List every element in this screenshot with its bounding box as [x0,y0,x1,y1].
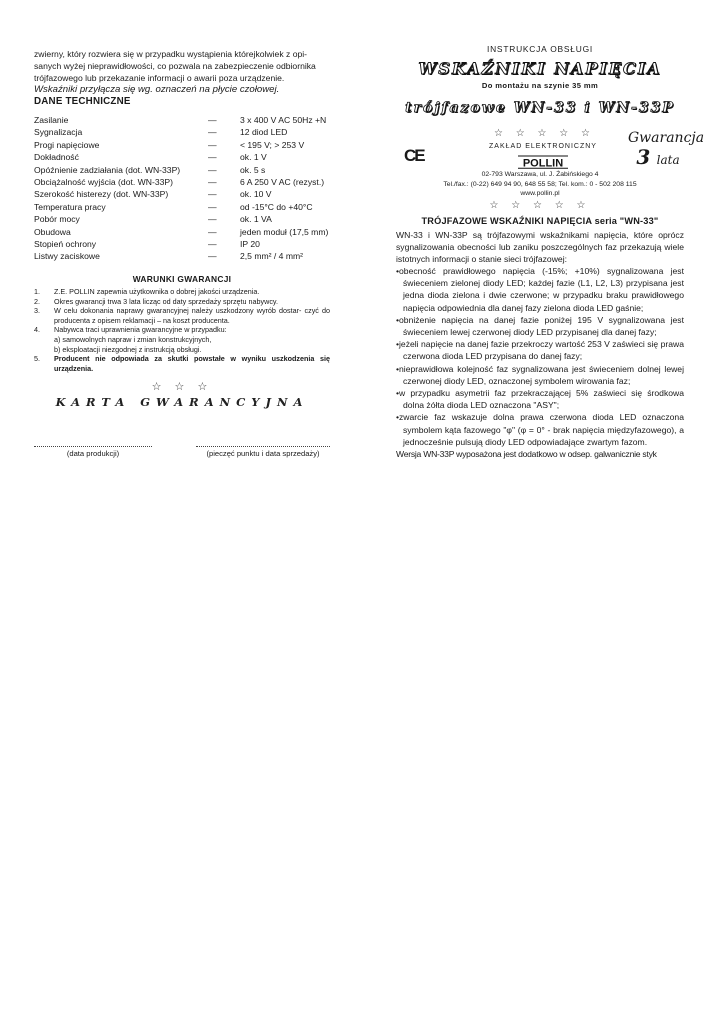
spec-dash: — [208,239,217,250]
warranty-section [34,274,330,409]
spec-row [34,201,330,213]
warranty-list [34,287,330,373]
spec-row [34,139,330,151]
spec-row [34,114,330,126]
feature-bullet: •w przypadku asymetrii faz przekraczającej 5% zaświeci się środkowa dolna żółta dioda LED oznaczona "ASY"; [396,388,684,411]
guarantee-duration [628,146,688,171]
dotted-line [196,446,330,447]
warranty-item [34,345,330,355]
description [396,229,684,460]
warranty-item-number [34,345,54,355]
guarantee-years: 3 [636,145,651,169]
spec-dash: — [208,139,217,150]
logo-text: POLLIN [522,157,564,169]
warranty-item-number: 1. [34,287,40,296]
company-address [396,170,684,199]
version-note: Wersja WN-33P wyposażona jest dodatkowo w odsep. galwanicznie styk [396,449,657,460]
spec-row [34,250,330,262]
warranty-item-text: Okres gwarancji trwa 3 lata licząc od daty sprzedaży sprzętu nabywcy. [54,296,278,306]
feature-bullet: •nieprawidłowa kolejność faz sygnalizowana jest świeceniem dolnej lewej czerwonej diody LED, oznaczonej symbolem wirowania faz; [396,363,684,386]
section-title: TRÓJFAZOWE WSKAŹNIKI NAPIĘCIA seria "WN-33" [421,216,659,226]
spec-value: od -15°C do +40°C [240,201,313,212]
spec-value: ok. 10 V [240,189,272,200]
spec-label: Obudowa [34,226,71,237]
spec-label: Progi napięciowe [34,139,100,150]
page-title: WSKAŹNIKI NAPIĘCIA [418,59,662,78]
warranty-item-number [34,335,54,345]
connection-note: Wskaźniki przyłącza się wg. oznaczeń na płycie czołowej. [34,84,280,95]
spec-value: ok. 1 V [240,152,267,163]
spec-label: Listwy zaciskowe [34,251,100,262]
warranty-item [34,335,330,345]
spec-value: 12 diod LED [240,127,288,138]
spec-row [34,213,330,225]
spec-label: Stopień ochrony [34,239,97,250]
spec-label: Sygnalizacja [34,127,83,138]
warranty-title: WARUNKI GWARANCJI [132,274,232,284]
warranty-item-text: Producent nie odpowiada za skutki powstałe w wyniku uszkodzenia się urządzenia. [54,354,330,373]
guarantee-unit: lata [656,153,680,167]
dotted-line [34,446,152,447]
spec-dash: — [208,152,217,163]
spec-dash: — [208,226,217,237]
warranty-item-text: W celu dokonania naprawy gwarancyjnej należy uszkodzony wyrób dostar- czyć do producenta z opisem reklamacji – na koszt producenta. [54,306,330,325]
spec-row [34,164,330,176]
spec-value: < 195 V; > 253 V [240,139,305,150]
warranty-card-title: KARTA GWARANCYJNA [55,395,309,410]
spec-value: 3 x 400 V AC 50Hz +N [240,115,327,125]
guarantee-word: Gwarancja [628,130,705,146]
spec-value: 2,5 mm² / 4 mm² [240,251,304,262]
address-line: 02-793 Warszawa, ul. J. Żabińskiego 4 [481,171,599,178]
stars-decoration: ☆ ☆ ☆ ☆ ☆ [494,128,595,139]
spec-table [34,114,330,263]
warranty-item-text: Z.E. POLLIN zapewnia użytkownika o dobrej jakości urządzenia. [54,287,260,296]
stars-decoration: ☆ ☆ ☆ [151,381,213,394]
warranty-item [34,306,330,325]
ce-mark: CE [404,146,424,165]
feature-bullet: •zwarcie faz wskazuje dolna prawa czerwona dioda LED oznaczona symbolem kąta fazowego "φ" (φ = 0° - brak napięcia międzyfazowego), a jednocześnie pulsują diody LED odpowiadające zwartym fazom. [396,412,684,447]
spec-row [34,238,330,250]
spec-value: IP 20 [240,239,260,250]
intro-text [34,48,330,108]
mount-note: Do montażu na szynie 35 mm [481,81,599,90]
intro-line: sanych wyżej nieprawidłowości, co pozwala na zabezpieczenie odbiornika [34,61,316,71]
warranty-item-text: a) samowolnych napraw i zmian konstrukcyjnych, [54,334,212,344]
spec-value: ok. 1 VA [240,214,272,225]
spec-label: Pobór mocy [34,214,80,225]
feature-bullet: •jeżeli napięcie na danej fazie przekroczy wartość 253 V zaświeci się prawa czerwona dioda LED przypisana do danej fazy; [396,339,684,362]
spec-dash: — [208,164,217,175]
spec-row [34,126,330,138]
feature-bullet: •obniżenie napięcia na danej fazie poniżej 195 V sygnalizowana jest świeceniem lewej czerwonej diody LED przypisanej dla danej fazy; [396,314,684,338]
spec-label: Zasilanie [34,115,69,125]
tech-data-title: DANE TECHNICZNE [34,96,131,107]
instruction-label: INSTRUKCJA OBSŁUGI [486,44,594,54]
warranty-item [34,325,330,335]
guarantee-badge [628,130,705,171]
feature-bullet: •obecność prawidłowego napięcia (-15%; +10%) sygnalizowana jest świeceniem zielonej diody LED; każdej fazie (L1, L2, L3) przypisana jest jedna dioda zielona i dwie czerwone; w przypadku braku prawidłowego napięcia odpowiednia dla danej fazy zielona dioda LED gaśnie; [396,266,684,313]
spec-label: Opóźnienie zadziałania (dot. WN-33P) [34,164,181,175]
spec-label: Szerokość histerezy (dot. WN-33P) [34,189,169,200]
spec-value: jeden moduł (17,5 mm) [240,226,329,237]
pollin-logo [516,153,570,169]
spec-dash: — [208,127,217,138]
feature-list [396,265,684,448]
seller-stamp-label: (pieczęć punktu i data sprzedaży) [206,449,320,458]
spec-dash: — [208,251,217,262]
spec-value: ok. 5 s [240,164,266,175]
spec-label: Temperatura pracy [34,201,106,212]
company-name: ZAKŁAD ELEKTRONICZNY [489,143,597,150]
header [396,44,684,116]
spec-label: Obciążalność wyjścia (dot. WN-33P) [34,177,173,188]
spec-dash: — [208,189,217,200]
production-date-label: (data produkcji) [66,449,120,458]
warranty-item-text: b) eksploatacji niezgodnej z instrukcją obsługi. [54,344,202,354]
spec-row [34,226,330,238]
spec-dash: — [208,177,217,188]
intro-paragraph: WN-33 i WN-33P są trójfazowymi wskaźnikami napięcia, które oprócz sygnalizowania obecności lub zaniku poszczególnych faz przekazują wiele istotnych informacji o stanie sieci trójfazowej: [396,230,684,264]
spec-row [34,151,330,163]
page-subtitle: trójfazowe WN-33 i WN-33P [405,100,675,116]
spec-dash: — [208,115,217,125]
stars-decoration: ☆ ☆ ☆ ☆ ☆ [489,200,591,211]
warranty-item-number: 5. [34,354,40,364]
warranty-item [34,287,330,297]
spec-dash: — [208,201,217,212]
spec-row [34,176,330,188]
warranty-item [34,354,330,373]
production-date-field [34,446,152,458]
intro-line: trójfazowego lub przekazanie informacji o awarii poza urządzenie. [34,73,285,83]
warranty-item-number: 3. [34,306,40,316]
warranty-item-text: Nabywca traci uprawnienia gwarancyjne w przypadku: [54,325,227,335]
warranty-item [34,297,330,307]
spec-label: Dokładność [34,152,79,163]
seller-stamp-field [196,446,330,458]
warranty-item-number: 4. [34,325,40,335]
warranty-item-number: 2. [34,296,40,306]
spec-dash: — [208,214,217,225]
spec-row [34,188,330,200]
intro-line: zwierny, który rozwiera się w przypadku wystąpienia którejkolwiek z opi- [34,49,308,59]
website: www.pollin.pl [520,190,560,198]
phone-line: Tel./fax.: (0-22) 649 94 90, 648 55 58; Tel. kom.: 0 - 502 208 115 [443,180,637,188]
spec-value: 6 A 250 V AC (rezyst.) [240,177,325,188]
